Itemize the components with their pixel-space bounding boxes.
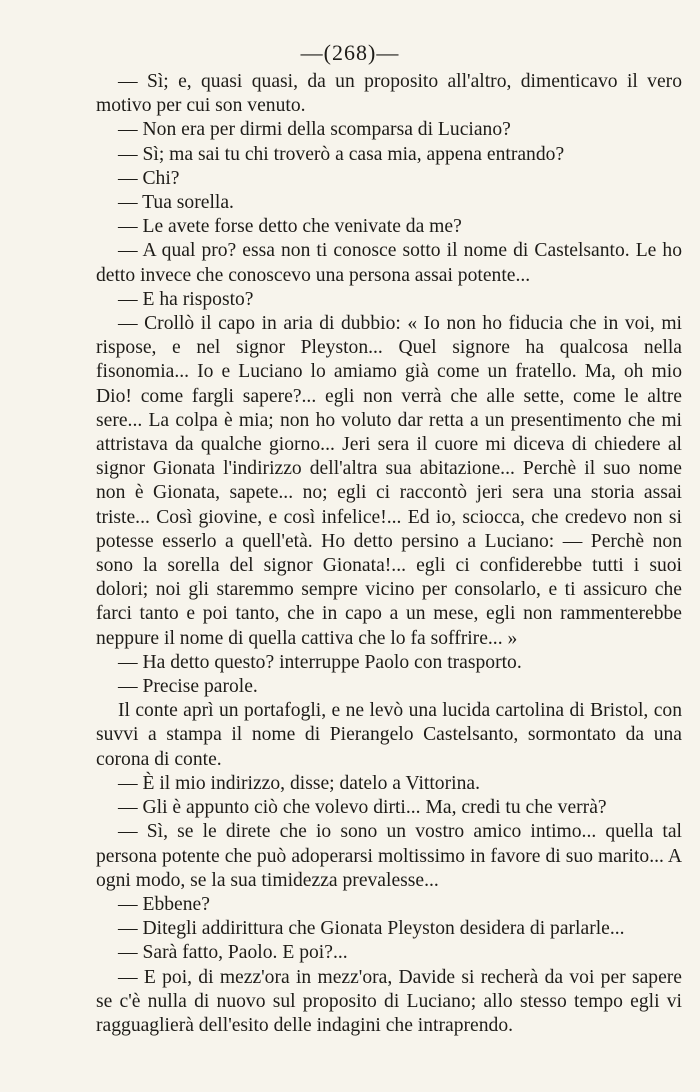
paragraph: — Chi? — [118, 167, 180, 189]
paragraph: — Sarà fatto, Paolo. E poi?... — [118, 942, 348, 964]
paragraph: — Ebbene? — [118, 893, 210, 915]
paragraph: — Le avete forse detto che venivate da me? — [118, 216, 462, 238]
paragraph: — Ha detto questo? interruppe Paolo con trasporto. — [118, 651, 522, 673]
body-text — [96, 70, 682, 1038]
paragraph: — Gli è appunto ciò che volevo dirti... Ma, credi tu che verrà? — [118, 797, 607, 819]
paragraph: — E poi, di mezz'ora in mezz'ora, Davide si recherà da voi per sapere se c'è nulla di nuovo sul proposito di Luciano; allo stesso tempo egli vi ragguaglierà dell'esito delle indagini che intraprendo. — [96, 966, 682, 1036]
paragraph: — E ha risposto? — [118, 288, 254, 310]
paragraph: — Sì; e, quasi quasi, da un proposito all'altro, dimenticavo il vero motivo per cui son venuto. — [96, 71, 682, 117]
paragraph: — Ditegli addirittura che Gionata Pleyston desidera di parlarle... — [118, 918, 625, 940]
paragraph: Il conte aprì un portafogli, e ne levò una lucida cartolina di Bristol, con suvvi a stampa il nome di Pierangelo Castelsanto, sormontato da una corona di conte. — [96, 700, 682, 770]
paragraph: — A qual pro? essa non ti conosce sotto il nome di Castelsanto. Le ho detto invece che conoscevo una persona assai potente... — [96, 240, 682, 286]
page-number: —(268)— — [300, 40, 400, 65]
paragraph: — Sì, se le direte che io sono un vostro amico intimo... quella tal persona potente che può adoperarsi moltissimo in favore di suo marito... A ogni modo, se la sua timidezza prevalesse... — [96, 821, 682, 891]
paragraph: — Precise parole. — [118, 676, 258, 698]
paragraph: — Tua sorella. — [118, 192, 234, 214]
paragraph: — Sì; ma sai tu chi troverò a casa mia, appena entrando? — [118, 143, 565, 165]
paragraph: — Crollò il capo in aria di dubbio: « Io non ho fiducia che in voi, mi rispose, e nel signor Pleyston... Quel signore ha qualcosa nella fisonomia... Io e Luciano lo amiamo già come un fratello. Ma, oh mio Dio! come fargli sapere?... egli non verrà che alle sette, come le altre sere... La colpa è mia; non ho voluto dar retta a un presentimento che mi attristava da qualche giorno... Jeri sera il cuore mi diceva di chiedere al signor Gionata l'indirizzo dell'altra sua abitazione... Perchè il suo nome non è Gionata, sapete... no; egli ci raccontò jeri sera una storia assai triste... Così giovine, e così infelice!... Ed io, sciocca, che credevo non si potesse esserlo a quell'età. Ho detto persino a Luciano: — Perchè non sono la sorella del signor Gionata!... egli ci confiderebbe tutti i suoi dolori; noi gli staremmo sempre vicino per consolarlo, e ti assicuro che farci tanto e poi tanto, che in capo a un mese, egli non rammenterebbe neppure il nome di quella cattiva che lo fa soffrire... » — [96, 313, 682, 649]
paragraph: — È il mio indirizzo, disse; datelo a Vittorina. — [118, 772, 480, 794]
paragraph: — Non era per dirmi della scomparsa di Luciano? — [118, 119, 511, 141]
